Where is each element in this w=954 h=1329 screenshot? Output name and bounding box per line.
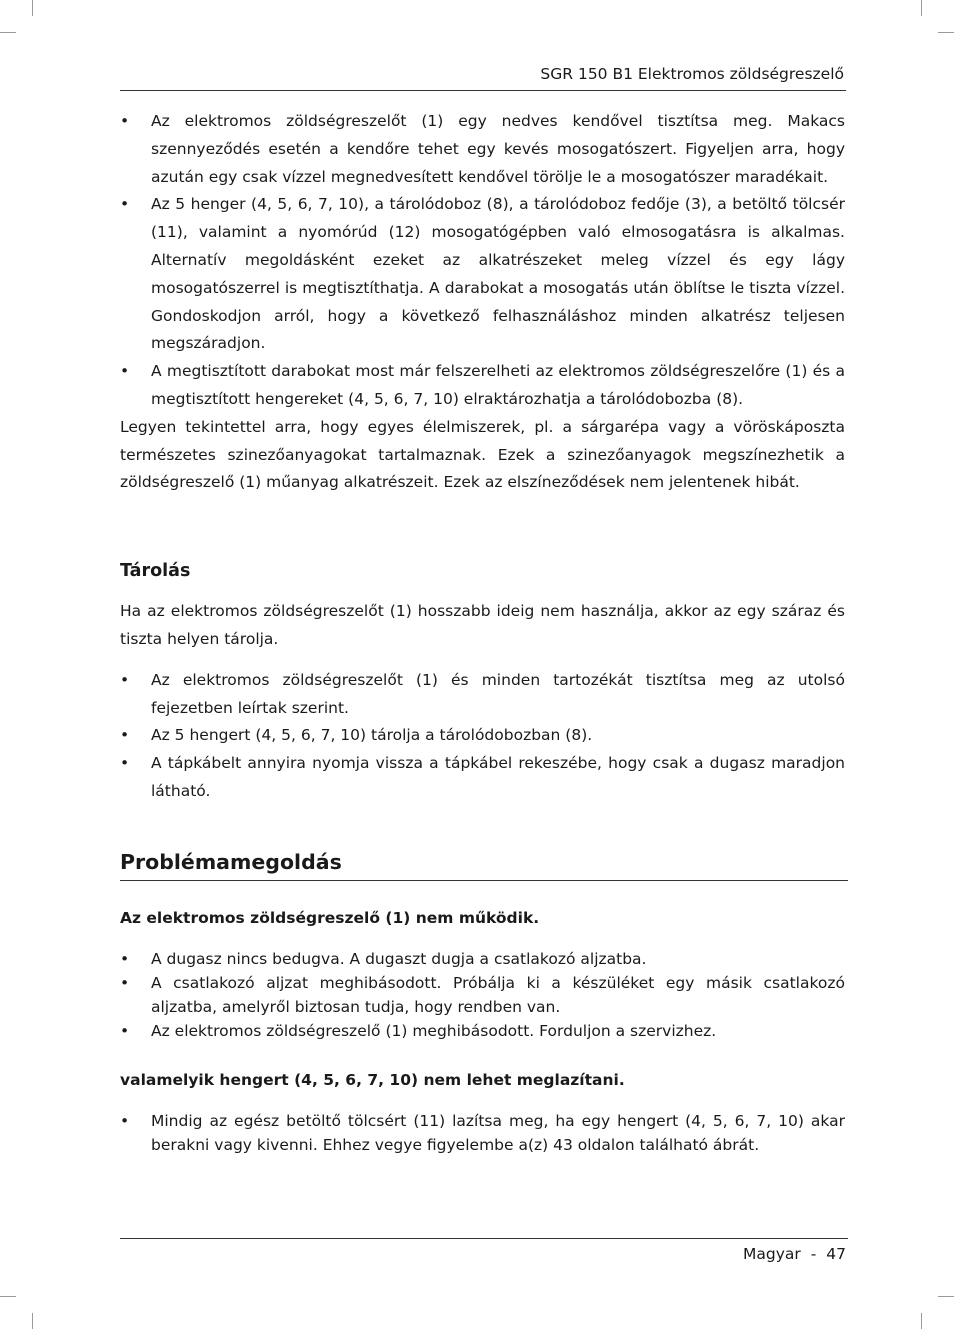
- cleaning-list: [120, 108, 845, 414]
- bullet: •: [120, 949, 130, 968]
- list-item: • Az elektromos zöldségreszelő (1) meghibásodott. Forduljon a szervizhez.: [120, 1019, 845, 1043]
- bullet: •: [120, 1111, 130, 1130]
- bullet: •: [120, 1021, 130, 1040]
- page-footer: [743, 1243, 846, 1265]
- footer-separator: -: [810, 1245, 817, 1263]
- list-item: • Az 5 hengert (4, 5, 6, 7, 10) tárolja a tárolódobozban (8).: [120, 722, 845, 750]
- problem-2-list: [120, 1109, 845, 1157]
- footer-language: Magyar: [743, 1245, 801, 1263]
- storage-intro: Ha az elektromos zöldségreszelőt (1) hosszabb ideig nem használja, akkor az egy száraz és tiszta helyen tárolja.: [120, 602, 845, 648]
- storage-list: [120, 667, 845, 806]
- list-item: • Az elektromos zöldségreszelőt (1) egy nedves kendővel tisztítsa meg. Makacs szennyeződés esetén a kendőre tehet egy kevés mosogatószert. Figyeljen arra, hogy azután egy csak vízzel megnedvesített kendővel törölje le a mosogatószer maradékait.: [120, 108, 845, 191]
- crop-mark: [921, 0, 922, 16]
- list-item: • Mindig az egész betöltő tölcsért (11) lazítsa meg, ha egy hengert (4, 5, 6, 7, 10) akar berakni vagy kivenni. Ehhez vegye figyelembe a(z) 43 oldalon található ábrát.: [120, 1109, 845, 1157]
- list-item: • Az 5 henger (4, 5, 6, 7, 10), a tárolódoboz (8), a tárolódoboz fedője (3), a betöltő tölcsér (11), valamint a nyomórúd (12) mosogatógépben való elmosogatásra is alkalmas. Alternatív megoldásként ezeket az alkatrészeket meleg vízzel és egy lágy mosogatószerrel is megtisztíthatja. A darabokat a mosogatás után öblítse le tiszta vízzel. Gondoskodjon arról, hogy a következő felhasználáshoz minden alkatrész teljesen megszáradjon.: [120, 191, 845, 358]
- bullet: •: [120, 754, 130, 773]
- list-item: • Az elektromos zöldségreszelőt (1) és minden tartozékát tisztítsa meg az utolsó fejezetben leírtak szerint.: [120, 667, 845, 723]
- running-header: SGR 150 B1 Elektromos zöldségreszelő: [540, 65, 844, 83]
- crop-mark: [0, 1296, 16, 1297]
- list-item: • A megtisztított darabokat most már felszerelheti az elektromos zöldségreszelőre (1) és a megtisztított hengereket (4, 5, 6, 7, 10) elraktározhatja a tárolódobozba (8).: [120, 358, 845, 414]
- crop-mark: [32, 1313, 33, 1329]
- list-item: • A csatlakozó aljzat meghibásodott. Próbálja ki a készüléket egy másik csatlakozó aljzatba, amelyről biztosan tudja, hogy rendben van.: [120, 971, 845, 1019]
- crop-mark: [32, 0, 33, 16]
- bullet: •: [120, 670, 130, 689]
- crop-mark: [938, 32, 954, 33]
- footer-rule: [120, 1238, 848, 1239]
- bullet: •: [120, 195, 130, 214]
- bullet: •: [120, 362, 130, 381]
- page-number: 47: [826, 1245, 846, 1263]
- crop-mark: [938, 1296, 954, 1297]
- crop-mark: [0, 32, 16, 33]
- crop-mark: [921, 1313, 922, 1329]
- problem-title: valamelyik hengert (4, 5, 6, 7, 10) nem lehet meglazítani.: [120, 1070, 625, 1089]
- list-item: • A dugasz nincs bedugva. A dugaszt dugja a csatlakozó aljzatba.: [120, 947, 845, 971]
- storage-heading: Tárolás: [120, 561, 191, 582]
- bullet: •: [120, 112, 130, 130]
- list-item: • A tápkábelt annyira nyomja vissza a tápkábel rekeszébe, hogy csak a dugasz maradjon látható.: [120, 750, 845, 806]
- colorant-note: Legyen tekintettel arra, hogy egyes élelmiszerek, pl. a sárgarépa vagy a vöröskáposzta természetes szinezőanyagokat tartalmaznak. Ezek a szinezőanyagok megszínezhetik a zöldségreszelő (1) műanyag alkatrészeit. Ezek az elszíneződések nem jelentenek hibát.: [120, 417, 845, 492]
- problem-title: Az elektromos zöldségreszelő (1) nem működik.: [120, 908, 540, 927]
- troubleshooting-heading: Problémamegoldás: [120, 849, 342, 874]
- bullet: •: [120, 726, 130, 745]
- page-content: [120, 108, 845, 1157]
- problem-1-list: [120, 947, 845, 1043]
- header-rule: [120, 90, 846, 91]
- bullet: •: [120, 973, 130, 992]
